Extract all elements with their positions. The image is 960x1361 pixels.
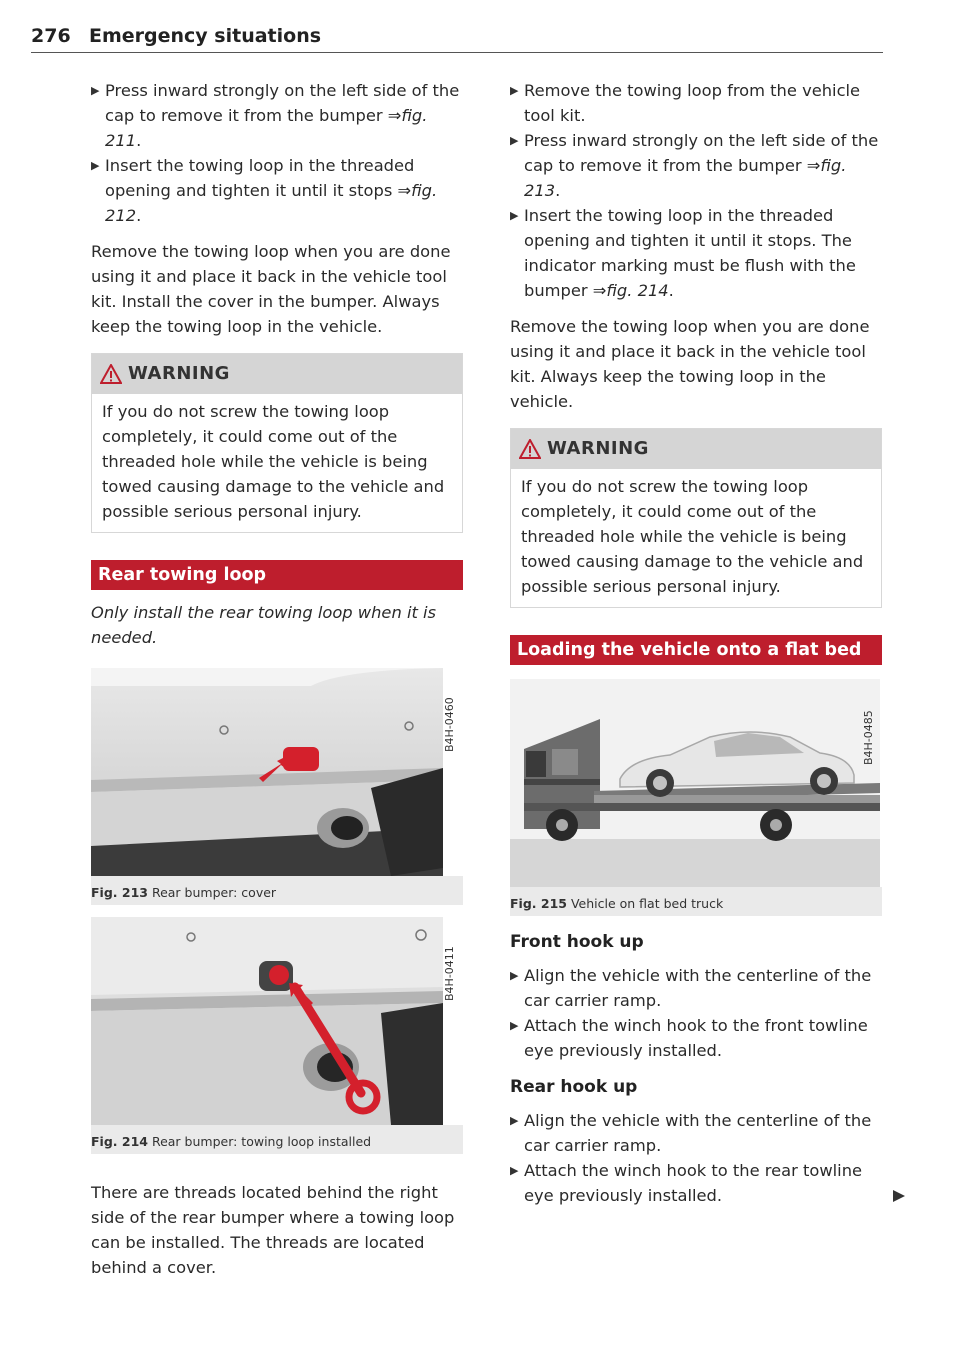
warning-header <box>92 354 462 394</box>
step-end: . <box>136 131 142 150</box>
list-item <box>510 1013 882 1063</box>
step-text: Attach the winch hook to the rear towline eye previously installed. <box>524 1161 863 1205</box>
warning-box <box>510 428 882 608</box>
figure-reference[interactable]: ⇒fig. 211 <box>105 106 428 150</box>
warning-body: If you do not screw the towing loop completely, it could come out of the threaded hole while the vehicle is being towed causing damage to the vehicle and possible serious personal injury. <box>521 477 864 596</box>
page-title: Emergency situations <box>89 25 322 47</box>
bullet-arrow-icon: ▶ <box>91 84 100 97</box>
figure-label: Fig. 215 <box>510 896 567 911</box>
bullet-arrow-icon: ▶ <box>510 134 519 147</box>
step-end: . <box>668 281 674 300</box>
figure-caption-text: Rear bumper: towing loop installed <box>151 1134 372 1149</box>
warning-title: WARNING <box>547 438 649 459</box>
warning-triangle-icon <box>100 364 122 384</box>
figure-215 <box>510 679 882 916</box>
step-text: Insert the towing loop in the threaded opening and tighten it until it stops <box>105 156 415 200</box>
section-intro: Only install the rear towing loop when it is needed. <box>91 603 437 647</box>
subheading-front-hook-up: Front hook up <box>510 932 644 952</box>
figure-caption <box>510 887 882 916</box>
section-heading: Rear towing loop <box>91 560 463 590</box>
list-item <box>510 1108 882 1158</box>
rear-bumper-loop-image <box>91 917 463 1125</box>
figure-reference[interactable]: ⇒fig. 212 <box>105 181 438 225</box>
bumper-illustration <box>91 668 463 876</box>
continue-arrow-icon <box>892 1189 906 1203</box>
figure-214 <box>91 917 463 1154</box>
figure-caption-text: Vehicle on flat bed truck <box>570 896 724 911</box>
figure-code: B4H-0411 <box>443 946 456 1001</box>
figure-label: Fig. 214 <box>91 1134 148 1149</box>
list-item <box>91 153 463 228</box>
rear-bumper-cover-image <box>91 668 463 876</box>
figure-caption <box>91 876 463 905</box>
page-header <box>31 24 883 53</box>
body-paragraph: Remove the towing loop when you are done using it and place it back in the vehicle tool kit. Install the cover in the bumper. Always keep the towing loop in the vehicle. <box>91 242 451 336</box>
bullet-arrow-icon: ▶ <box>510 1019 519 1032</box>
list-item <box>510 78 882 128</box>
bullet-arrow-icon: ▶ <box>510 969 519 982</box>
bumper-loop-illustration <box>91 917 463 1125</box>
step-text: Attach the winch hook to the front towline eye previously installed. <box>524 1016 868 1060</box>
bullet-arrow-icon: ▶ <box>510 84 519 97</box>
step-text: Press inward strongly on the left side of the cap to remove it from the bumper <box>105 81 460 125</box>
flatbed-truck-illustration <box>510 679 882 887</box>
bullet-arrow-icon: ▶ <box>510 1164 519 1177</box>
figure-label: Fig. 213 <box>91 885 148 900</box>
list-item <box>510 963 882 1013</box>
list-item <box>510 203 882 303</box>
figure-reference[interactable]: ⇒fig. 214 <box>592 281 669 300</box>
figure-caption <box>91 1125 463 1154</box>
right-column <box>510 78 882 1208</box>
figure-reference[interactable]: ⇒fig. 213 <box>524 156 847 200</box>
step-text: Insert the towing loop in the threaded opening and tighten it until it stops. The indicator marking must be flush with the bumper <box>524 206 856 300</box>
step-text: Align the vehicle with the centerline of the car carrier ramp. <box>524 1111 872 1155</box>
warning-header <box>511 429 881 469</box>
figure-code: B4H-0460 <box>443 697 456 752</box>
step-text: Remove the towing loop from the vehicle tool kit. <box>524 81 861 125</box>
bullet-arrow-icon: ▶ <box>510 209 519 222</box>
figure-code: B4H-0485 <box>862 710 875 765</box>
body-paragraph: Remove the towing loop when you are done using it and place it back in the vehicle tool kit. Always keep the towing loop in the vehicle. <box>510 317 870 411</box>
step-text: Align the vehicle with the centerline of the car carrier ramp. <box>524 966 872 1010</box>
list-item <box>91 78 463 153</box>
section-heading: Loading the vehicle onto a flat bed <box>510 635 882 665</box>
left-column <box>91 78 463 1280</box>
warning-title: WARNING <box>128 363 230 384</box>
flatbed-truck-image <box>510 679 882 887</box>
body-paragraph: There are threads located behind the right side of the rear bumper where a towing loop can be installed. The threads are located behind a cover. <box>91 1183 455 1277</box>
step-end: . <box>555 181 561 200</box>
warning-body: If you do not screw the towing loop completely, it could come out of the threaded hole while the vehicle is being towed causing damage to the vehicle and possible serious personal injury. <box>102 402 445 521</box>
step-text: Press inward strongly on the left side of the cap to remove it from the bumper <box>524 131 879 175</box>
subheading-rear-hook-up: Rear hook up <box>510 1077 638 1097</box>
step-end: . <box>136 206 142 225</box>
warning-box <box>91 353 463 533</box>
list-item <box>510 1158 882 1208</box>
list-item <box>510 128 882 203</box>
bullet-arrow-icon: ▶ <box>510 1114 519 1127</box>
figure-caption-text: Rear bumper: cover <box>151 885 277 900</box>
warning-triangle-icon <box>519 439 541 459</box>
page-number: 276 <box>31 25 71 47</box>
bullet-arrow-icon: ▶ <box>91 159 100 172</box>
figure-213 <box>91 668 463 905</box>
